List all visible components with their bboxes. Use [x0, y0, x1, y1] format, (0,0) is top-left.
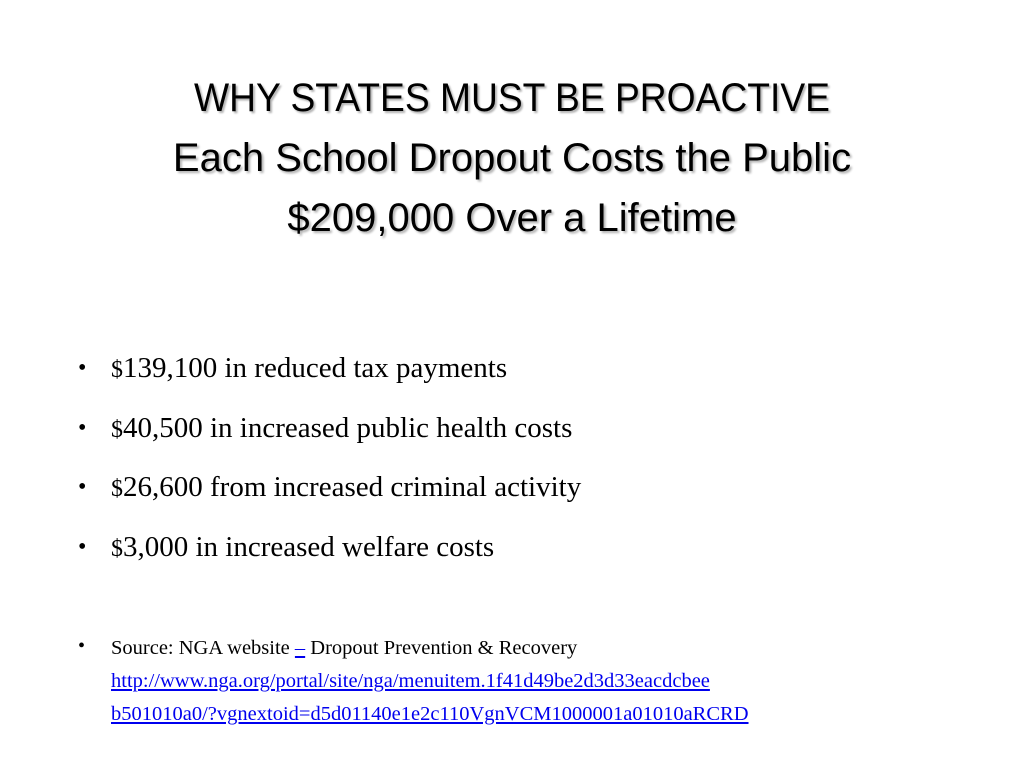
source-url-link-line-1[interactable]: http://www.nga.org/portal/site/nga/menuitem.1f41d49be2d3d33eacdcbee	[111, 670, 710, 692]
dollar-sign: $	[111, 535, 123, 562]
bullet-text: 3,000 in increased welfare costs	[123, 530, 495, 563]
slide-title	[40, 68, 984, 248]
dollar-sign: $	[111, 476, 123, 502]
source-url-link-line-2[interactable]: b501010a0/?vgnextoid=d5d01140e1e2c110VgnVCM1000001a01010aRCRD	[111, 703, 749, 725]
bullet-item-tax	[78, 346, 978, 392]
cost-bullet-list	[78, 346, 978, 584]
bullet-item-welfare	[78, 525, 978, 571]
title-subheading-line-2: $209,000 Over a Lifetime	[287, 196, 737, 240]
source-prefix: Source: NGA website	[111, 637, 295, 659]
bullet-dot-icon: •	[78, 355, 87, 381]
title-heading: WHY STATES MUST BE PROACTIVE	[194, 76, 830, 120]
source-title: Dropout Prevention & Recovery	[305, 637, 578, 659]
bullet-dot-icon: •	[78, 414, 87, 441]
title-subheading-line-1: Each School Dropout Costs the Public	[172, 136, 852, 180]
bullet-item-health	[78, 406, 978, 452]
bullet-text: 139,100 in reduced tax payments	[123, 352, 508, 384]
source-dash-link[interactable]: –	[294, 637, 306, 659]
bullet-dot-icon: •	[78, 533, 87, 560]
bullet-dot-icon: •	[78, 474, 87, 500]
bullet-text: 26,600 from increased criminal activity	[123, 471, 582, 503]
bullet-dot-icon: •	[78, 635, 86, 657]
bullet-text: 40,500 in increased public health costs	[123, 411, 573, 444]
source-citation	[78, 632, 991, 731]
dollar-sign: $	[111, 357, 123, 383]
dollar-sign: $	[111, 416, 123, 443]
bullet-item-criminal	[78, 465, 978, 511]
